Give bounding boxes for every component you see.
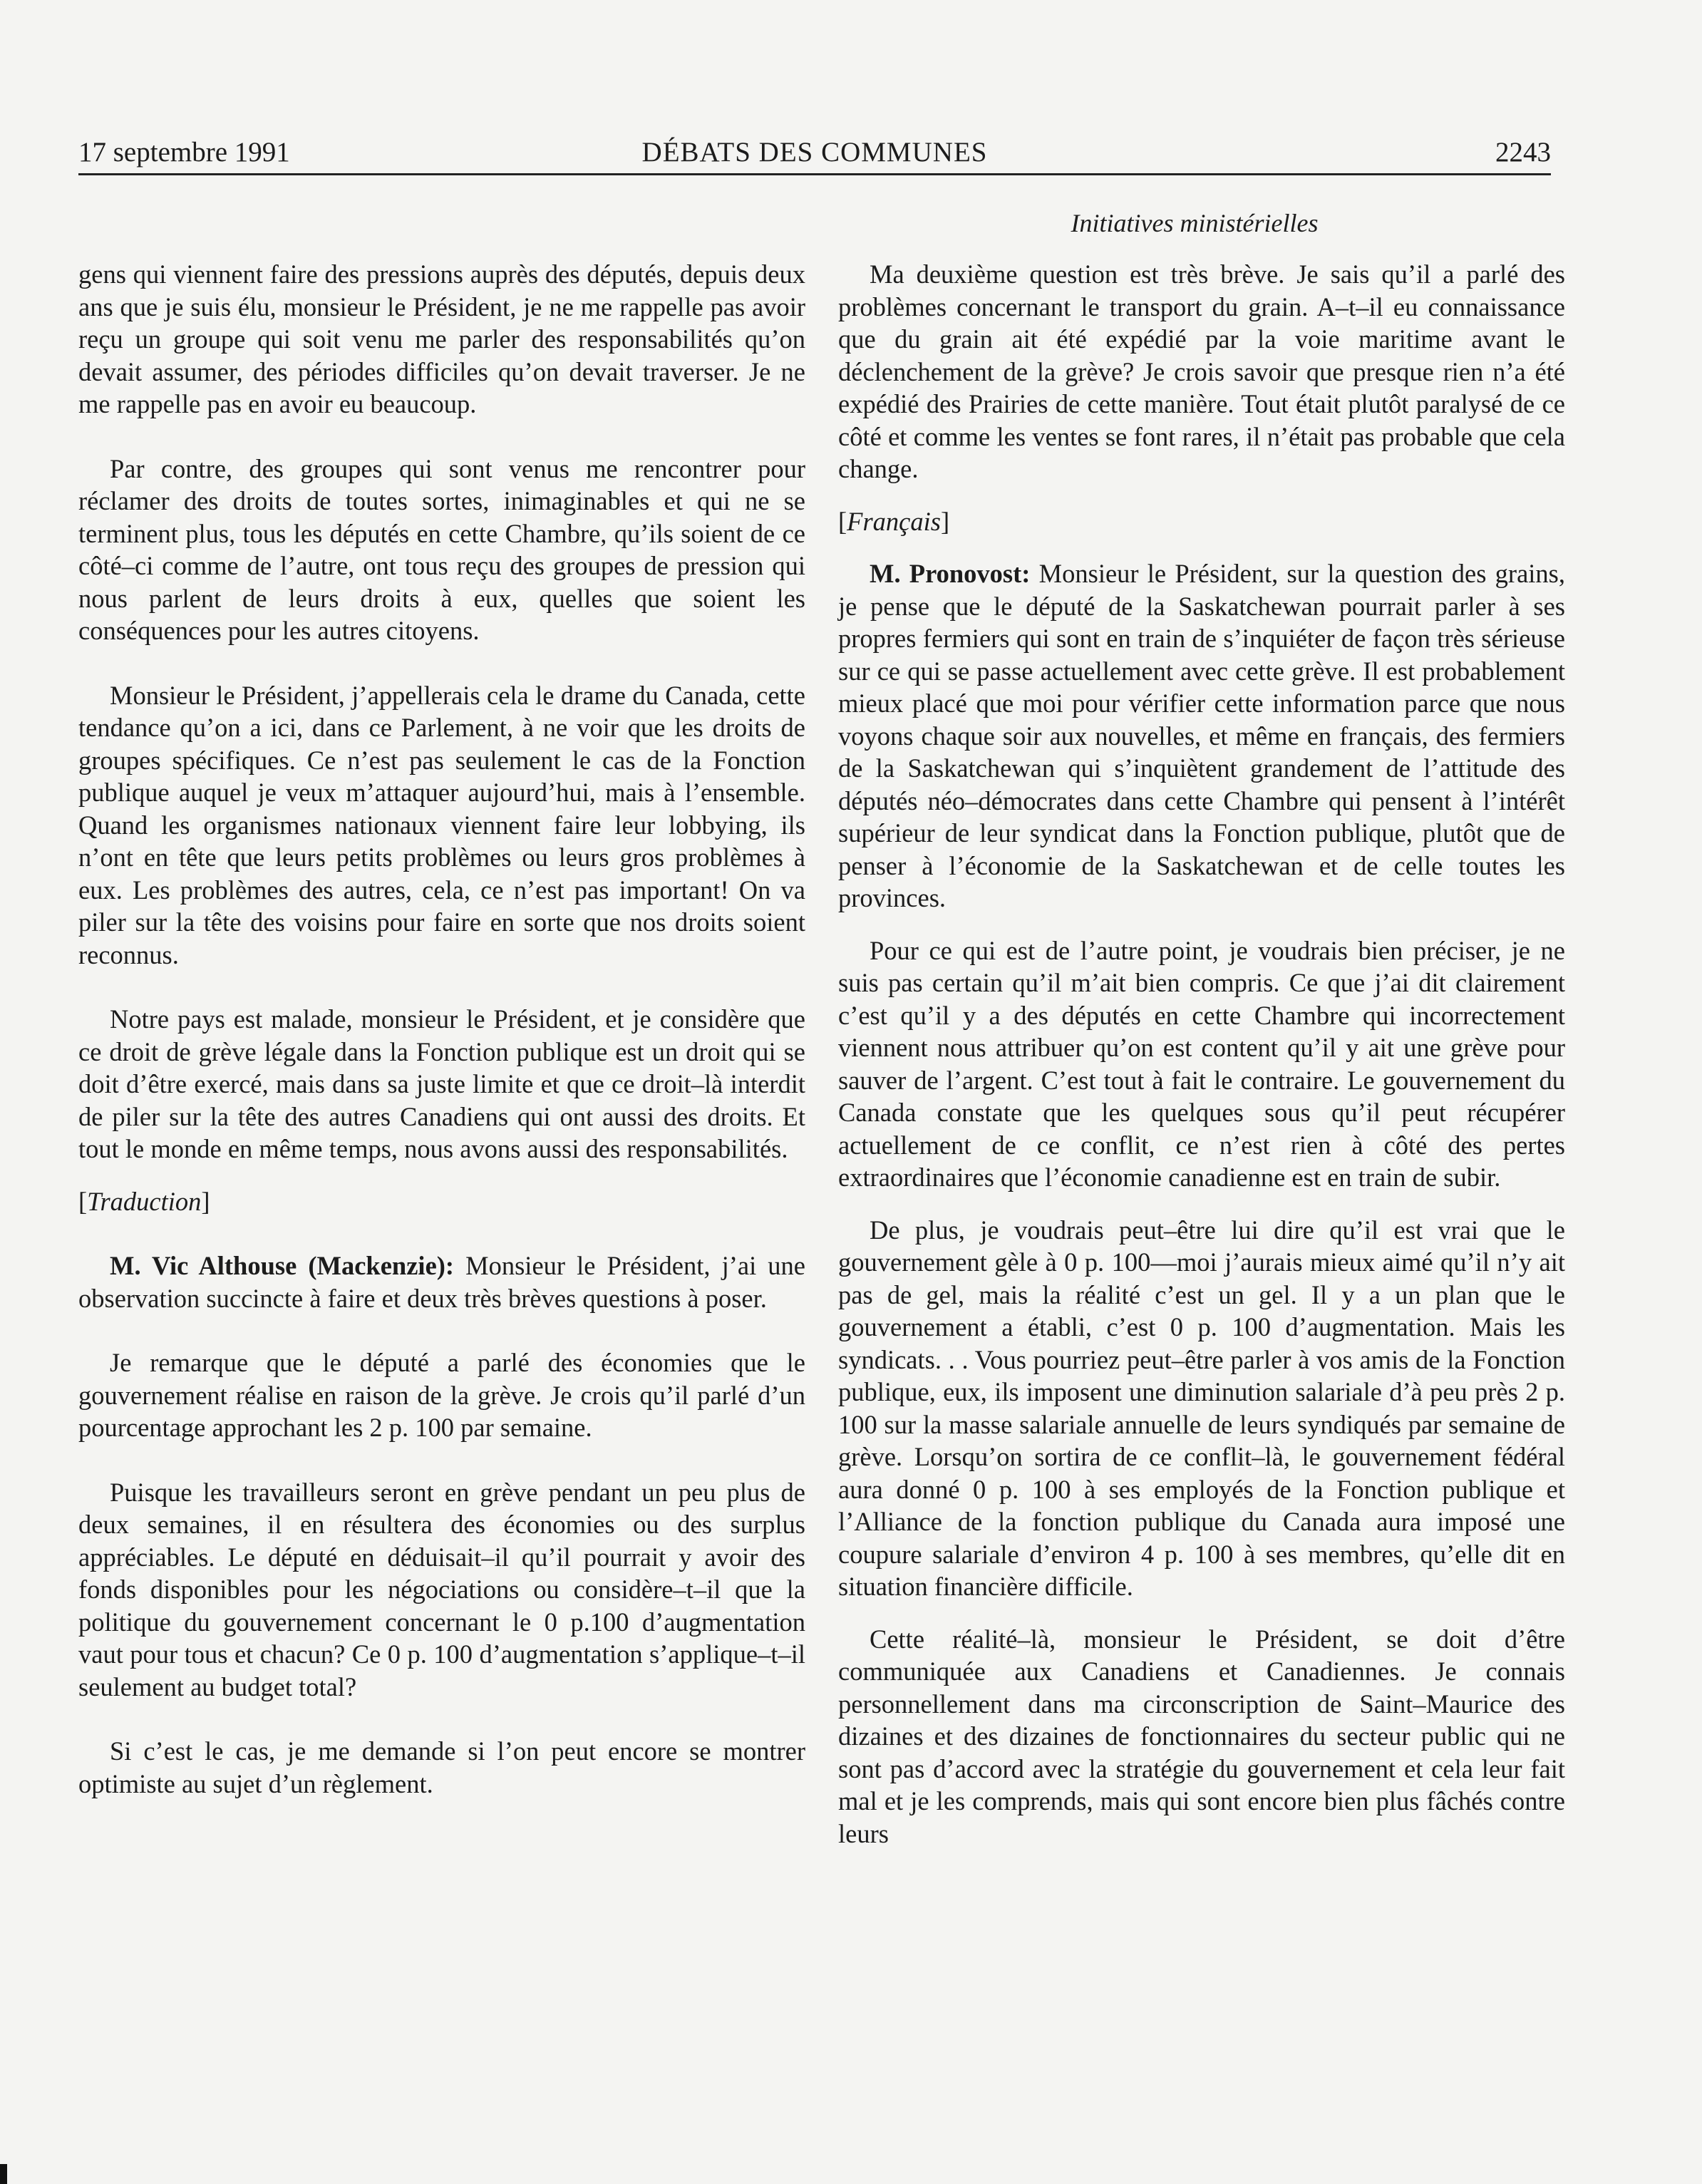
paragraph: Par contre, des groupes qui sont venus me rencontrer pour réclamer des droits de toutes sortes, inimaginables et qui ne se terminent plus, tous les députés en cette Chambre, qu’ils soient de ce côté–ci comme de l’autre, ont tous reçu des groupes de pression qui nous parlent de leurs droits à eux, quelles que soient les conséquences pour les autres citoyens. — [78, 453, 805, 645]
right-column — [838, 258, 1565, 1850]
page-number: 2243 — [1495, 137, 1551, 168]
paragraph: Si c’est le cas, je me demande si l’on peut encore se montrer optimiste au sujet d’un règlement. — [78, 1736, 805, 1798]
paragraph: Puisque les travailleurs seront en grève pendant un peu plus de deux semaines, il en résultera des économies ou des surplus appréciables. Le député en déduisait–il qu’il pourrait y avoir des fonds disponibles pour les négociations ou considère–t–il que la politique du gouvernement concernant le 0 p.100 d’augmentation vaut pour tous et chacun? Ce 0 p. 100 d’augmentation s’applique–t–il seulement au budget total? — [78, 1477, 805, 1701]
header-rule — [78, 173, 1551, 175]
left-column — [78, 258, 805, 1800]
speech-text: Monsieur le Président, j’ai une observation succincte à faire et deux très brèves questions à poser. — [78, 1251, 805, 1313]
speaker-name: M. Vic Althouse (Mackenzie): — [110, 1251, 455, 1280]
paragraph: Ma deuxième question est très brève. Je sais qu’il a parlé des problèmes concernant le transport du grain. A–t–il eu connaissance que du grain ait été expédié par la voie maritime avant le déclenchement de la grève? Je crois savoir que presque rien n’a été expédié des Prairies de cette manière. Tout était plutôt paralysé de ce côté et comme les ventes se font rares, il n’était pas probable que cela change. — [838, 259, 1565, 483]
page-header — [78, 134, 1551, 171]
paragraph: De plus, je voudrais peut–être lui dire qu’il est vrai que le gouvernement gèle à 0 p. 100—moi j’aurais mieux aimé qu’il n’y ait pas de gel, mais la réalité c’est un gel. Il y a un plan que le gouvernement a établi, c’est 0 p. 100 d’augmentation. Mais les syndicats. . . Vous pourriez peut–être parler à vos amis de la Fonction publique, eux, ils imposent une diminution salariale d’à peu près 2 p. 100 sur la masse salariale annuelle de leurs syndiqués par semaine de grève. Lorsqu’on sortira de ce conflit–là, le gouvernement fédéral aura donné 0 p. 100 à ses employés de la Fonction publique et l’Alliance de la fonction publique du Canada aura imposé une coupure salariale d’environ 4 p. 100 à ses membres, qu’elle dit en situation financière difficile. — [838, 1215, 1565, 1601]
paragraph: Pour ce qui est de l’autre point, je voudrais bien préciser, je ne suis pas certain qu’il m’ait bien compris. Ce que j’ai dit clairement c’est qu’il y a des députés en cette Chambre qui incorrectement viennent nous attribuer qu’on est content qu’il y ait une grève pour sauver de l’argent. C’est tout à fait le contraire. Le gouvernement du Canada constate que les quelques sous qu’il peut récupérer actuellement de ce conflit, ce n’est rien à côté des pertes extraordinaires que l’économie canadienne est en train de subir. — [838, 935, 1565, 1192]
language-marker: [Traduction] — [78, 1186, 210, 1216]
header-date: 17 septembre 1991 — [78, 137, 290, 168]
paragraph: Cette réalité–là, monsieur le Président, se doit d’être communiquée aux Canadiens et Canadiennes. Je connais personnellement dans ma circonscription de Saint–Maurice des dizaines et des dizaines de fonctionnaires du secteur public qui ne sont pas d’accord avec la stratégie du gouvernement et cela leur fait mal et je les comprends, mais qui sont encore bien plus fâchés contre leurs — [838, 1624, 1565, 1848]
language-marker-text: Français — [847, 506, 941, 536]
paragraph: gens qui viennent faire des pressions auprès des députés, depuis deux ans que je suis élu, monsieur le Président, je ne me rappelle pas avoir reçu un groupe qui soit venu me parler des responsabilités qu’on devait assumer, des périodes difficiles qu’on devait traverser. Je ne me rappelle pas en avoir eu beaucoup. — [78, 259, 805, 418]
paragraph: Je remarque que le député a parlé des économies que le gouvernement réalise en raison de la grève. Je crois qu’il parlé d’un pourcentage approchant les 2 p. 100 par semaine. — [78, 1348, 805, 1442]
speech-text: Monsieur le Président, sur la question des grains, je pense que le député de la Saskatchewan pourrait parler à ses propres fermiers qui sont en train de s’inquiéter de façon très sérieuse sur ce qui se passe actuellement avec cette grève. Il est probablement mieux placé que moi pour vérifier cette information parce que nous voyons chaque soir aux nouvelles, et même en français, des fermiers de la Saskatchewan qui s’inquiètent grandement de l’attitude des députés néo–démocrates dans cette Chambre qui pensent à l’intérêt supérieur de leur syndicat dans la Fonction publique, plutôt que de penser à l’économie de la Saskatchewan et de celle toutes les provinces. — [838, 559, 1565, 912]
speaker-name: M. Pronovost: — [870, 559, 1031, 588]
language-marker-text: Traduction — [87, 1186, 202, 1216]
scan-edge-mark — [0, 2164, 7, 2184]
speech-paragraph — [78, 1250, 805, 1314]
speech-paragraph — [838, 557, 1565, 915]
paragraph: Notre pays est malade, monsieur le Président, et je considère que ce droit de grève légale dans la Fonction publique est un droit qui se doit d’être exercé, mais dans sa juste limite et que ce droit–là interdit de piler sur la tête des autres Canadiens qui ont aussi des droits. Et tout le monde en même temps, nous avons aussi des responsabilités. — [78, 1004, 805, 1163]
header-title: DÉBATS DES COMMUNES — [641, 137, 988, 168]
section-title: Initiatives ministérielles — [1071, 209, 1319, 237]
language-marker: [Français] — [838, 506, 950, 536]
paragraph: Monsieur le Président, j’appellerais cela le drame du Canada, cette tendance qu’on a ici, dans ce Parlement, à ne voir que les droits de groupes spécifiques. Ce n’est pas seulement le cas de la Fonction publique auquel je veux m’attaquer aujourd’hui, mais à l’ensemble. Quand les organismes nationaux viennent faire leur lobbying, ils n’ont en tête que leurs petits problèmes ou leurs gros problèmes à eux. Les problèmes des autres, cela, ce n’est pas important! On va piler sur la tête des voisins pour faire en sorte que nos droits soient reconnus. — [78, 680, 805, 969]
